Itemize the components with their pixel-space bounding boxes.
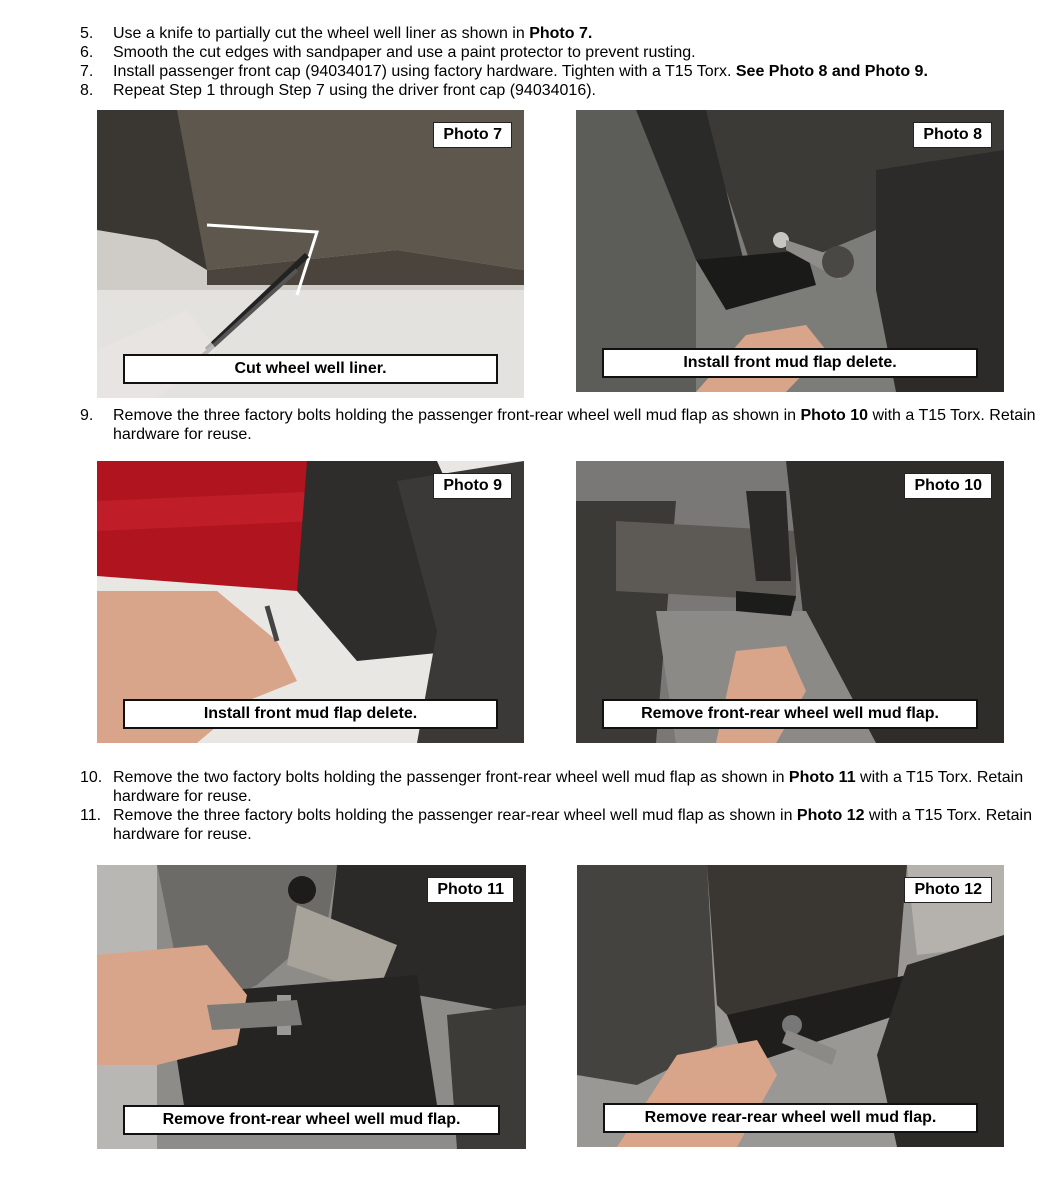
step-text: Smooth the cut edges with sandpaper and use a paint protector to prevent rusting.: [113, 44, 696, 61]
step-number: 9.: [80, 407, 94, 424]
instruction-step: [80, 62, 1040, 81]
step-number: 8.: [80, 82, 94, 99]
instruction-step: [80, 806, 1040, 844]
photo-9: [97, 461, 524, 743]
step-text-bold: Photo 10: [800, 407, 869, 424]
step-text-bold: See Photo 8 and Photo 9.: [735, 63, 928, 80]
instruction-step: [80, 768, 1040, 806]
step-text: Remove the three factory bolts holding the passenger front-rear wheel well mud flap as shown in: [113, 407, 801, 424]
photo-label: Photo 8: [913, 122, 992, 148]
photo-label: Photo 10: [904, 473, 992, 499]
photo-12: [577, 865, 1004, 1147]
photo-10: [576, 461, 1004, 743]
photo-caption: Install front mud flap delete.: [123, 699, 498, 729]
photo-7: [97, 110, 524, 398]
photo-caption: Remove front-rear wheel well mud flap.: [602, 699, 978, 729]
instruction-step: [80, 406, 1040, 444]
photo-label: Photo 12: [904, 877, 992, 903]
step-text-bold: Photo 11: [788, 769, 856, 786]
instruction-step: [80, 81, 1040, 100]
photo-8: [576, 110, 1004, 392]
photo-label: Photo 7: [433, 122, 512, 148]
step-text: with a T15 Torx. Retain hardware for reuse.: [113, 407, 1036, 443]
step-text-bold: Photo 12: [796, 807, 865, 824]
step-number: 11.: [80, 807, 102, 824]
steps-group-2: [80, 406, 1040, 444]
steps-group-1: [80, 24, 1040, 100]
step-text: Use a knife to partially cut the wheel well liner as shown in: [113, 25, 530, 42]
photo-label: Photo 11: [427, 877, 514, 903]
photo-caption: Cut wheel well liner.: [123, 354, 498, 384]
step-text: Remove the three factory bolts holding the passenger rear-rear wheel well mud flap as shown in: [113, 807, 797, 824]
step-text: Install passenger front cap (94034017) using factory hardware. Tighten with a T15 Torx.: [113, 63, 736, 80]
photo-caption: Install front mud flap delete.: [602, 348, 978, 378]
photo-caption: Remove rear-rear wheel well mud flap.: [603, 1103, 978, 1133]
steps-group-3: [80, 768, 1040, 844]
step-text: with a T15 Torx. Retain hardware for reuse.: [113, 807, 1032, 843]
step-number: 5.: [80, 25, 94, 42]
photo-caption: Remove front-rear wheel well mud flap.: [123, 1105, 500, 1135]
step-text: Repeat Step 1 through Step 7 using the driver front cap (94034016).: [113, 82, 596, 99]
photo-11: [97, 865, 526, 1149]
step-text: Remove the two factory bolts holding the passenger front-rear wheel well mud flap as shown in: [113, 769, 789, 786]
step-number: 6.: [80, 44, 94, 61]
step-text: with a T15 Torx. Retain hardware for reuse.: [113, 769, 1024, 805]
instruction-step: [80, 43, 1040, 62]
step-text-bold: Photo 7.: [529, 25, 593, 42]
photo-label: Photo 9: [433, 473, 512, 499]
step-number: 10.: [80, 769, 103, 786]
step-number: 7.: [80, 63, 94, 80]
instruction-step: [80, 24, 1040, 43]
